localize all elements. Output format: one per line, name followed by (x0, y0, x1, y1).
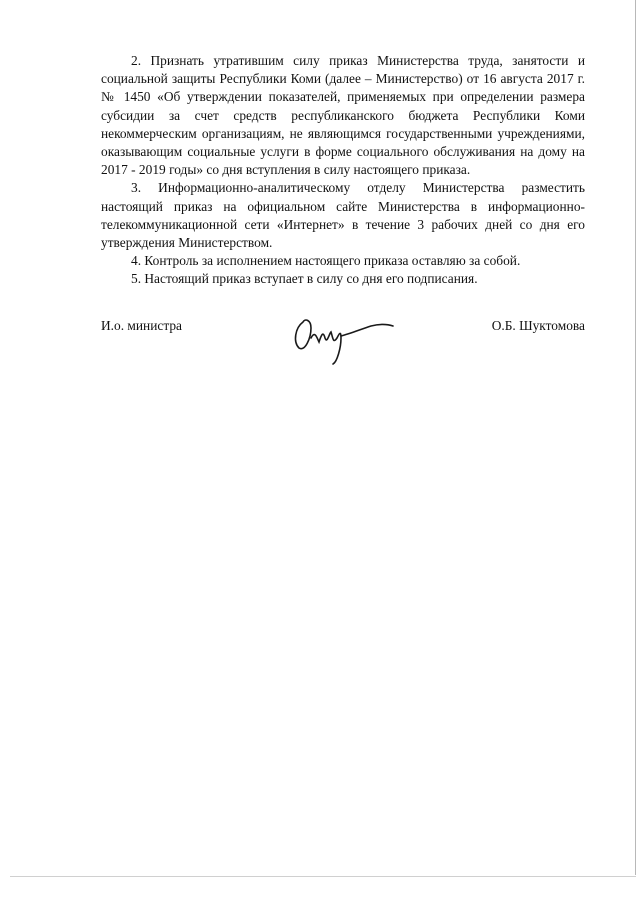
paragraph-4: 4. Контроль за исполнением настоящего приказа оставляю за собой. (131, 253, 521, 269)
signatory-title: И.о. министра (101, 318, 182, 333)
paragraph-5: 5. Настоящий приказ вступает в силу со дня его подписания. (131, 271, 478, 287)
handwritten-signature (289, 308, 409, 368)
scan-bottom-line (10, 876, 636, 877)
paragraph-3: 3. Информационно-аналитическому отделу Министерства разместить настоящий приказ на официальном сайте Министерства в информационно-телекоммуникационной сети «Интернет» в течение 3 рабочих дней со дня его утверждения Министерством. (101, 180, 585, 251)
paragraph-2: 2. Признать утратившим силу приказ Министерства труда, занятости и социальной защиты Республики Коми (далее – Министерство) от 16 августа 2017 г. № 1450 «Об утверждении показателей, применяемых при определении размера субсидии за счет средств республиканского бюджета Республики Коми некоммерческим организациям, не являющимся государственными учреждениями, оказывающим социальные услуги в форме социального обслуживания на дому на 2017 - 2019 годы» со дня вступления в силу настоящего приказа. (101, 53, 585, 178)
signature-block (101, 316, 585, 376)
signatory-name: О.Б. Шуктомова (491, 318, 585, 333)
document-body (101, 52, 585, 289)
scan-edge-line (635, 0, 636, 875)
